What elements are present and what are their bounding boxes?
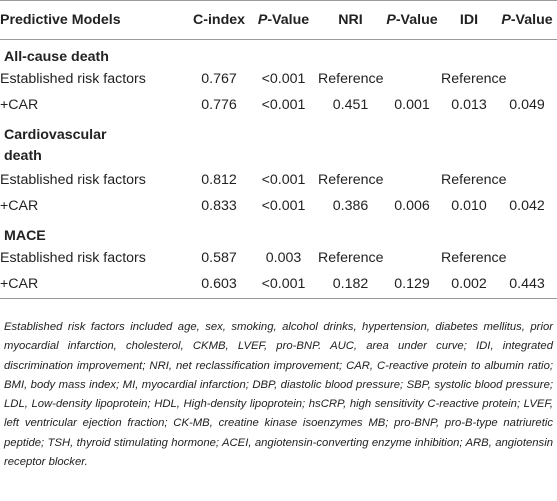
header-nri: NRI [318,1,383,40]
section-title: MACE [4,227,46,244]
row-idi: Reference [441,250,507,267]
row-p-value-1: 0.003 [265,250,302,267]
row-p-value-1: <0.001 [261,172,306,189]
header-predictive-models: Predictive Models [0,1,189,40]
row-idi: 0.013 [451,96,487,113]
row-c-index: 0.812 [201,172,237,189]
row-model-label: +CAR [0,197,39,214]
row-p-value-2: 0.129 [383,271,441,298]
table-row [0,67,557,93]
table-row [0,168,557,194]
header-p-value-2-italic: P [386,12,396,28]
header-row [0,1,557,40]
header-c-index: C-index [189,1,249,40]
section-title-line2: death [4,148,42,164]
row-c-index: 0.776 [201,96,237,113]
header-p-value-2-rest: -Value [395,12,438,28]
table-row [0,92,557,118]
row-c-index: 0.833 [201,197,237,214]
row-p-value-3: 0.443 [497,271,557,298]
header-p-value-1-italic: P [257,12,268,28]
section-all-cause-death [0,40,557,67]
row-model-label: Established risk factors [0,250,146,267]
row-nri: Reference [318,71,384,88]
row-nri: Reference [318,172,384,189]
header-p-value-3-italic: P [501,12,511,28]
row-idi: 0.002 [441,271,497,298]
row-idi: Reference [441,172,507,189]
row-p-value-3 [497,168,557,194]
row-p-value-3: 0.049 [509,96,545,113]
row-p-value-2: 0.001 [394,96,430,113]
row-idi: 0.010 [451,197,487,214]
row-model-label: +CAR [0,96,39,113]
table-footnote: Established risk factors included age, sex, smoking, alcohol drinks, hypertension, diabetes mellitus, prior myocardial infarction, cholesterol, CKMB, LVEF, pro-BNP. AUC, area under curve; IDI, integrated discrimination improvement; NRI, net reclassification improvement; CAR, C-reactive protein to albumin ratio; BMI, body mass index; MI, myocardial infarction; DBP, diastolic blood pressure; SBP, systolic blood pressure; LDL, Low-density lipoprotein; HDL, High-density lipoprotein; hsCRP, high sensitivity C-reactive protein; LVEF, left ventricular ejection fraction; CK-MB, creatine kinase isoenzymes MB; pro-BNP, pro-B-type natriuretic peptide; TSH, thyroid stimulating hormone; ACEI, angiotensin-converting enzyme inhibition; ARB, angiotensin receptor blocker. [4,321,553,469]
section-title: All-cause death [4,48,109,65]
row-model-label: Established risk factors [0,71,146,88]
row-model-label: Established risk factors [0,172,146,189]
row-p-value-1: <0.001 [249,271,318,298]
row-c-index: 0.603 [189,271,249,298]
table-row [0,271,557,298]
section-cardiovascular-death-cont [0,145,557,168]
row-nri: 0.182 [318,271,383,298]
row-p-value-1: <0.001 [261,71,306,88]
row-c-index: 0.587 [201,250,237,267]
row-model-label: +CAR [0,271,189,298]
row-p-value-2 [383,67,441,93]
header-p-value-1-rest: -Value [267,12,310,28]
header-p-value-3-rest: -Value [510,12,553,28]
row-p-value-3 [497,246,557,272]
row-p-value-3 [497,67,557,93]
row-p-value-2 [383,246,441,272]
section-mace [0,219,557,246]
row-nri: 0.451 [332,96,369,113]
row-p-value-1: <0.001 [261,96,306,113]
row-nri: 0.386 [332,197,369,214]
table-row [0,193,557,219]
row-idi: Reference [441,71,507,88]
row-p-value-2: 0.006 [394,197,430,214]
row-nri: Reference [318,250,384,267]
row-p-value-3: 0.042 [509,197,545,214]
header-p-value-2 [383,1,441,40]
table-row [0,246,557,272]
header-idi: IDI [441,1,497,40]
row-p-value-1: <0.001 [261,197,306,214]
header-p-value-1 [249,1,318,40]
section-cardiovascular-death [0,118,557,145]
header-p-value-3 [497,1,557,40]
row-c-index: 0.767 [201,71,237,88]
row-p-value-2 [383,168,441,194]
section-title-line1: Cardiovascular [4,126,107,143]
